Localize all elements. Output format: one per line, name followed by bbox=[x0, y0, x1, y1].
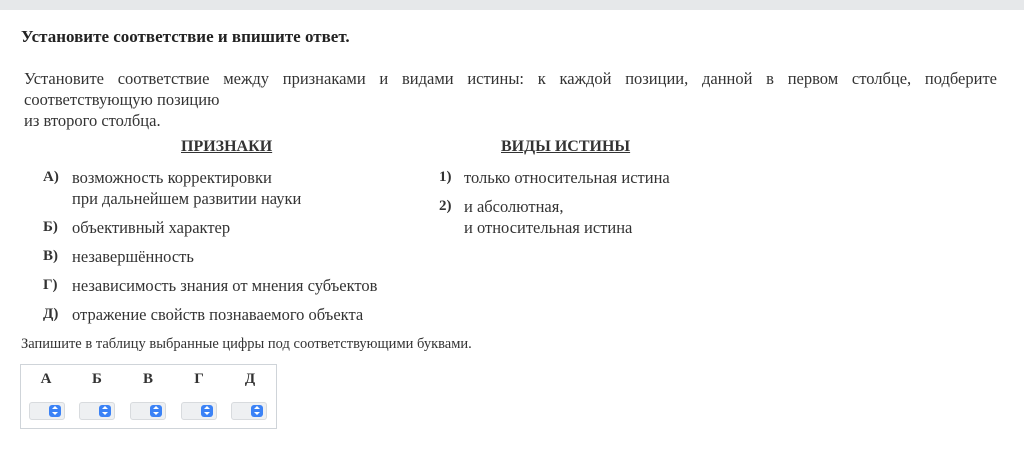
answer-select-d[interactable] bbox=[231, 402, 267, 420]
answer-table bbox=[20, 364, 277, 429]
item-mark: Д) bbox=[43, 306, 59, 322]
item-mark: 1) bbox=[439, 169, 452, 185]
item-text: отражение свойств познаваемого объекта bbox=[72, 305, 364, 324]
item-text: независимость знания от мнения субъектов bbox=[72, 276, 378, 295]
updown-arrows-icon bbox=[201, 405, 213, 417]
answer-header-a: А bbox=[40, 371, 52, 387]
answer-select-b[interactable] bbox=[79, 402, 115, 420]
instruction-text: Запишите в таблицу выбранные цифры под соответствующими буквами. bbox=[21, 336, 472, 352]
task-text-line: Установите соответствие между признаками и видами истины: к каждой позиции, данной в первом столбце, подберите bbox=[24, 69, 997, 88]
item-mark: В) bbox=[43, 248, 58, 264]
answer-header-v: В bbox=[142, 371, 153, 387]
item-text: при дальнейшем развитии науки bbox=[72, 189, 302, 208]
item-mark: А) bbox=[43, 169, 59, 185]
item-text: объективный характер bbox=[72, 218, 231, 237]
answer-header-g: Г bbox=[194, 371, 204, 387]
item-mark: Б) bbox=[43, 219, 58, 235]
task-text bbox=[24, 68, 997, 131]
top-bar bbox=[0, 0, 1024, 10]
right-column-header: ВИДЫ ИСТИНЫ bbox=[501, 138, 631, 155]
task-text-line: соответствующую позицию bbox=[24, 90, 220, 109]
item-text: и относительная истина bbox=[464, 218, 633, 237]
answer-header-d: Д bbox=[244, 371, 256, 387]
updown-arrows-icon bbox=[150, 405, 162, 417]
updown-arrows-icon bbox=[251, 405, 263, 417]
item-mark: 2) bbox=[439, 198, 452, 214]
item-text: и абсолютная, bbox=[464, 197, 564, 216]
answer-select-g[interactable] bbox=[181, 402, 217, 420]
answer-header-b: Б bbox=[92, 371, 102, 387]
answer-select-a[interactable] bbox=[29, 402, 65, 420]
updown-arrows-icon bbox=[99, 405, 111, 417]
item-text: возможность корректировки bbox=[72, 168, 272, 187]
task-title: Установите соответствие и впишите ответ. bbox=[21, 27, 350, 46]
answer-select-v[interactable] bbox=[130, 402, 166, 420]
updown-arrows-icon bbox=[49, 405, 61, 417]
left-column-header: ПРИЗНАКИ bbox=[181, 138, 273, 155]
item-mark: Г) bbox=[43, 277, 58, 293]
task-text-line: из второго столбца. bbox=[24, 111, 161, 130]
item-text: только относительная истина bbox=[464, 168, 670, 187]
item-text: незавершённость bbox=[72, 247, 194, 266]
